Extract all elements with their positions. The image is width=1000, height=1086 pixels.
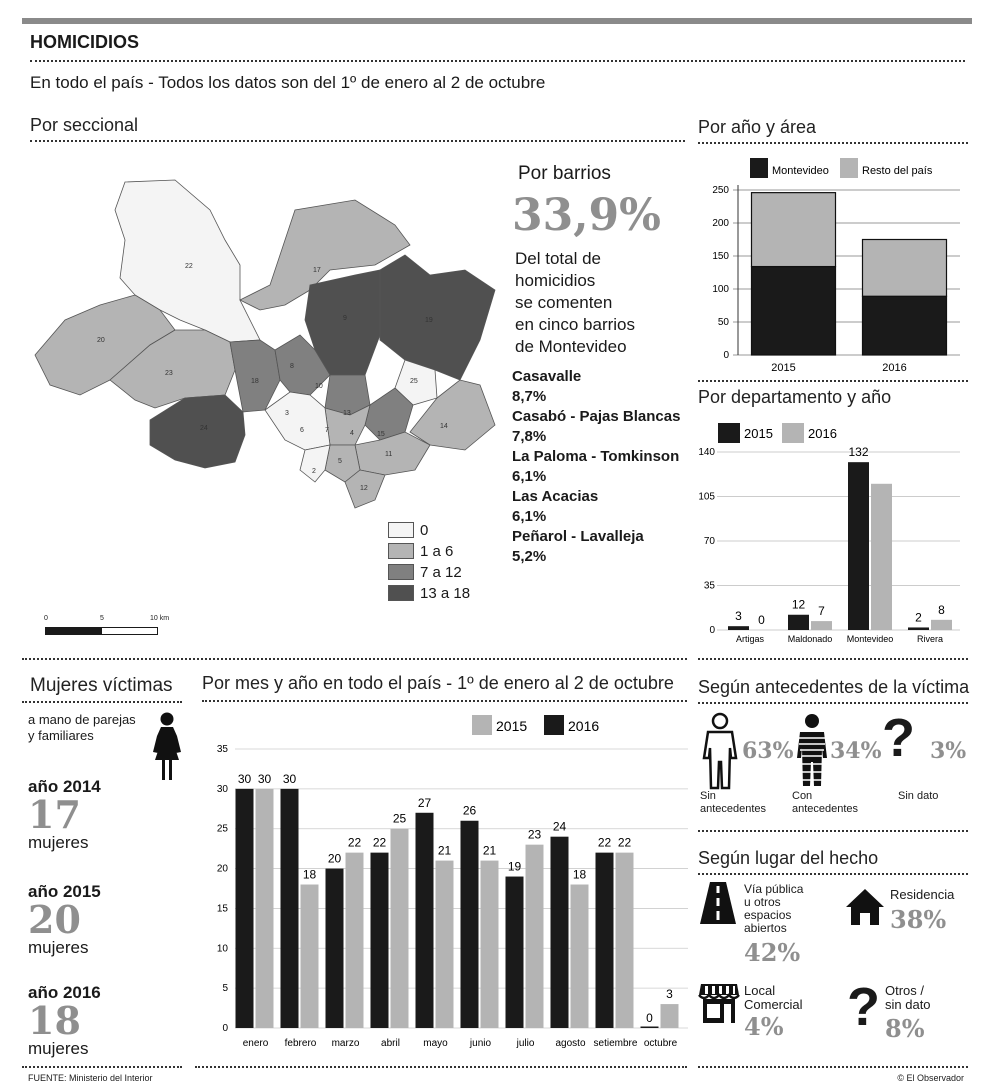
mujeres-title: Mujeres víctimas bbox=[30, 675, 173, 696]
value-label: 18 bbox=[572, 867, 587, 882]
divider bbox=[22, 701, 182, 703]
map-label: 10 bbox=[315, 383, 323, 390]
bar-2016 bbox=[931, 620, 952, 630]
bar-resto-del-país bbox=[752, 193, 836, 267]
x-tick-label: agosto bbox=[555, 1038, 586, 1049]
month-chart-title: Por mes y año en todo el país - 1º de enero al 2 de octubre bbox=[202, 673, 674, 693]
legend-item bbox=[388, 583, 470, 603]
month-legend bbox=[472, 715, 599, 735]
house-icon bbox=[845, 888, 885, 926]
label-line: Comercial bbox=[744, 997, 803, 1012]
scale-bar-dark bbox=[45, 627, 103, 635]
map-label: 6 bbox=[300, 427, 304, 434]
map-label: 17 bbox=[313, 267, 321, 274]
value-label: 132 bbox=[848, 445, 869, 460]
map-zone-18 bbox=[230, 340, 280, 412]
question-mark-icon: ? bbox=[847, 977, 880, 1037]
bar-2016 bbox=[596, 853, 614, 1028]
bar-2015 bbox=[571, 885, 589, 1028]
label-line: Sin bbox=[700, 790, 716, 802]
top-rule bbox=[22, 18, 972, 24]
con-antecedentes-label bbox=[792, 790, 858, 816]
year-label: año 2014 bbox=[28, 777, 101, 796]
legend-swatch-resto bbox=[840, 158, 858, 178]
divider bbox=[698, 830, 968, 832]
legend-swatch-2016 bbox=[782, 423, 804, 443]
legend-swatch bbox=[388, 585, 414, 601]
desc-line: de Montevideo bbox=[515, 337, 627, 356]
map-label: 9 bbox=[343, 315, 347, 322]
y-tick-label: 150 bbox=[712, 251, 729, 262]
barrio-name: Casavalle bbox=[512, 368, 582, 385]
label-line: espacios bbox=[744, 908, 792, 922]
year-block-2016 bbox=[28, 983, 101, 1059]
bar-resto-del-país bbox=[863, 240, 947, 297]
scale-label: 5 bbox=[100, 615, 104, 622]
value-label: 21 bbox=[437, 843, 452, 858]
residencia-label: Residencia bbox=[890, 887, 955, 902]
bar-2015 bbox=[788, 615, 809, 630]
bar-2015 bbox=[908, 627, 929, 630]
barrios-title: Por barrios bbox=[518, 163, 611, 184]
bar-2015 bbox=[256, 789, 274, 1028]
value-label: 21 bbox=[482, 843, 497, 858]
y-tick-label: 200 bbox=[712, 218, 729, 229]
via-publica-pct: 42% bbox=[744, 938, 801, 967]
footer-credit: © El Observador bbox=[897, 1073, 964, 1083]
y-tick-label: 20 bbox=[216, 863, 228, 875]
year-label: año 2015 bbox=[28, 882, 101, 901]
x-tick-label: Montevideo bbox=[846, 634, 894, 644]
dept-chart-title: Por departamento y año bbox=[698, 387, 892, 407]
value-label: 0 bbox=[758, 613, 765, 627]
person-outline-icon bbox=[700, 712, 740, 790]
map-label: 8 bbox=[290, 363, 294, 370]
bar-2016 bbox=[416, 813, 434, 1028]
desc-line: se comenten bbox=[515, 293, 613, 312]
legend-label: 13 a 18 bbox=[420, 584, 471, 602]
map-zone-24 bbox=[150, 395, 245, 468]
map-label: 3 bbox=[285, 410, 289, 417]
year-unit: mujeres bbox=[28, 938, 89, 957]
map-zone-2 bbox=[300, 445, 330, 482]
y-tick-label: 0 bbox=[222, 1023, 228, 1034]
legend-swatch-2015 bbox=[472, 715, 492, 735]
x-tick-label: junio bbox=[469, 1038, 492, 1049]
barrios-list bbox=[512, 367, 680, 567]
map-scale bbox=[44, 615, 174, 623]
map-zone-6 bbox=[265, 392, 330, 450]
barrio-value: 8,7% bbox=[512, 388, 547, 405]
divider bbox=[30, 140, 685, 142]
legend-label: 7 a 12 bbox=[420, 563, 462, 581]
desc-line: homicidios bbox=[515, 271, 596, 290]
y-tick-label: 50 bbox=[717, 317, 729, 328]
antecedentes-title: Según antecedentes de la víctima bbox=[698, 677, 970, 697]
y-tick-label: 35 bbox=[703, 580, 715, 592]
bar-2015 bbox=[848, 462, 869, 630]
local-comercial-label bbox=[744, 984, 803, 1012]
legend-label-resto: Resto del país bbox=[862, 165, 933, 177]
legend-item bbox=[388, 562, 470, 582]
map-label: 12 bbox=[360, 485, 368, 492]
dept-chart bbox=[698, 415, 968, 650]
y-tick-label: 70 bbox=[703, 536, 715, 547]
y-tick-label: 25 bbox=[216, 823, 228, 835]
area-chart bbox=[698, 150, 968, 375]
bar-2016 bbox=[461, 821, 479, 1028]
map-label: 7 bbox=[325, 427, 329, 434]
y-tick-label: 0 bbox=[709, 625, 715, 636]
bar-2015 bbox=[391, 829, 409, 1028]
map-label: 15 bbox=[377, 431, 385, 438]
map-label: 19 bbox=[425, 317, 433, 324]
sub-line: y familiares bbox=[28, 728, 94, 743]
value-label: 2 bbox=[915, 610, 922, 625]
label-line: Local bbox=[744, 983, 776, 998]
legend-label-2016: 2016 bbox=[568, 718, 600, 734]
page-subtitle: En todo el país - Todos los datos son del 1º de enero al 2 de octubre bbox=[30, 73, 546, 92]
legend-label-montevideo: Montevideo bbox=[772, 165, 829, 177]
map-zone-19 bbox=[380, 255, 495, 380]
divider bbox=[698, 142, 968, 144]
value-label: 8 bbox=[938, 602, 945, 617]
lugar-title: Según lugar del hecho bbox=[698, 848, 879, 868]
legend-label: 1 a 6 bbox=[420, 542, 454, 560]
year-unit: mujeres bbox=[28, 833, 89, 852]
label-line: Con bbox=[792, 790, 813, 802]
sin-dato-pct: 3% bbox=[930, 738, 967, 764]
label-line: abiertos bbox=[744, 921, 787, 935]
legend-swatch-2016 bbox=[544, 715, 564, 735]
barrio-value: 5,2% bbox=[512, 548, 547, 565]
value-label: 27 bbox=[417, 795, 432, 810]
divider bbox=[195, 1066, 687, 1068]
value-label: 18 bbox=[302, 867, 317, 882]
sub-line: a mano de parejas bbox=[28, 712, 136, 727]
value-label: 3 bbox=[735, 609, 742, 624]
question-mark-icon: ? bbox=[882, 708, 915, 768]
barrio-value: 7,8% bbox=[512, 428, 547, 445]
scale-label: 10 km bbox=[150, 615, 170, 622]
bar-2016 bbox=[551, 837, 569, 1028]
value-label: 12 bbox=[791, 597, 806, 612]
x-tick-label: mayo bbox=[423, 1038, 448, 1049]
legend-swatch bbox=[388, 522, 414, 538]
divider bbox=[22, 1066, 182, 1068]
residencia-pct: 38% bbox=[890, 905, 947, 934]
map-montevideo bbox=[25, 170, 505, 515]
label-line: Vía pública bbox=[744, 882, 804, 896]
bar-2015 bbox=[526, 845, 544, 1028]
road-icon bbox=[700, 882, 736, 924]
bar-2015 bbox=[301, 885, 319, 1028]
year-count: 17 bbox=[28, 792, 81, 837]
x-tick-label: Artigas bbox=[735, 634, 765, 644]
map-label: 22 bbox=[185, 263, 193, 270]
divider bbox=[30, 60, 965, 62]
bar-montevideo bbox=[863, 296, 947, 355]
value-label: 19 bbox=[507, 859, 522, 874]
bar-2015 bbox=[661, 1004, 679, 1028]
value-label: 22 bbox=[617, 835, 632, 850]
map-label: 23 bbox=[165, 370, 173, 377]
y-tick-label: 15 bbox=[216, 903, 228, 915]
bar-2016 bbox=[871, 484, 892, 630]
value-label: 23 bbox=[527, 827, 542, 842]
bar-2016 bbox=[236, 789, 254, 1028]
bar-2016 bbox=[506, 877, 524, 1028]
bar-2016 bbox=[371, 853, 389, 1028]
value-label: 22 bbox=[347, 835, 362, 850]
label-line: sin dato bbox=[885, 997, 931, 1012]
store-icon bbox=[698, 982, 740, 1024]
label-line: Otros / bbox=[885, 983, 925, 998]
y-tick-label: 140 bbox=[698, 447, 715, 458]
x-tick-label: febrero bbox=[284, 1038, 317, 1049]
bar-2015 bbox=[436, 861, 454, 1028]
value-label: 7 bbox=[818, 604, 825, 619]
label-line: u otros bbox=[744, 895, 781, 909]
x-tick-label: julio bbox=[516, 1038, 535, 1049]
sin-antecedentes-label bbox=[700, 790, 766, 816]
legend-label: 0 bbox=[420, 521, 429, 539]
x-tick-label: 2016 bbox=[882, 362, 907, 374]
scale-label: 0 bbox=[44, 615, 48, 622]
y-tick-label: 0 bbox=[723, 350, 729, 361]
bar-2016 bbox=[326, 869, 344, 1028]
map-label: 24 bbox=[200, 425, 208, 432]
bar-montevideo bbox=[752, 267, 836, 355]
divider bbox=[22, 658, 687, 660]
via-publica-label bbox=[744, 883, 803, 935]
otros-pct: 8% bbox=[885, 1014, 925, 1043]
bar-2015 bbox=[346, 853, 364, 1028]
legend-swatch-2015 bbox=[718, 423, 740, 443]
map-label: 11 bbox=[385, 451, 393, 458]
y-tick-label: 5 bbox=[222, 983, 228, 995]
value-label: 25 bbox=[392, 811, 407, 826]
mujeres-subtitle bbox=[28, 712, 136, 744]
value-label: 20 bbox=[327, 851, 342, 866]
map-label: 2 bbox=[312, 468, 316, 475]
divider bbox=[698, 380, 968, 382]
bar-2016 bbox=[281, 789, 299, 1028]
value-label: 30 bbox=[282, 771, 297, 786]
map-label: 18 bbox=[251, 378, 259, 385]
divider bbox=[698, 1066, 968, 1068]
legend-label-2016: 2016 bbox=[808, 426, 837, 441]
area-legend bbox=[750, 158, 933, 178]
map-label: 13 bbox=[343, 410, 351, 417]
map-section-title: Por seccional bbox=[30, 115, 139, 135]
x-tick-label: enero bbox=[242, 1038, 269, 1049]
legend-swatch bbox=[388, 564, 414, 580]
scale-bar-light bbox=[101, 627, 158, 635]
divider bbox=[698, 658, 968, 660]
x-tick-label: abril bbox=[381, 1038, 400, 1049]
legend-swatch-montevideo bbox=[750, 158, 768, 178]
value-label: 24 bbox=[552, 819, 567, 834]
dept-legend bbox=[718, 423, 837, 443]
bar-2015 bbox=[728, 626, 749, 630]
barrio-name: Las Acacias bbox=[512, 488, 599, 505]
con-antecedentes-pct: 34% bbox=[830, 738, 882, 764]
map-label: 20 bbox=[97, 337, 105, 344]
desc-line: Del total de bbox=[515, 249, 601, 268]
label-line: antecedentes bbox=[700, 803, 767, 815]
barrio-value: 6,1% bbox=[512, 468, 547, 485]
x-tick-label: octubre bbox=[643, 1038, 678, 1049]
y-tick-label: 10 bbox=[216, 943, 228, 955]
year-block-2014 bbox=[28, 777, 101, 853]
local-comercial-pct: 4% bbox=[744, 1012, 784, 1041]
map-label: 25 bbox=[410, 378, 418, 385]
legend-item bbox=[388, 520, 470, 540]
map-label: 5 bbox=[338, 458, 342, 465]
desc-line: en cinco barrios bbox=[515, 315, 636, 334]
label-line: antecedentes bbox=[792, 803, 859, 815]
y-tick-label: 100 bbox=[712, 284, 729, 295]
page-title: HOMICIDIOS bbox=[30, 32, 140, 52]
year-block-2015 bbox=[28, 882, 101, 958]
bar-2015 bbox=[481, 861, 499, 1028]
divider bbox=[698, 873, 968, 875]
year-count: 20 bbox=[28, 897, 81, 942]
x-tick-label: marzo bbox=[331, 1038, 360, 1049]
value-label: 30 bbox=[257, 771, 272, 786]
area-chart-title: Por año y área bbox=[698, 117, 817, 137]
value-label: 0 bbox=[646, 1011, 653, 1025]
map-zone-11 bbox=[355, 432, 430, 475]
divider bbox=[698, 702, 968, 704]
month-chart bbox=[200, 705, 690, 1060]
barrios-description bbox=[515, 248, 635, 358]
value-label: 22 bbox=[597, 835, 612, 850]
footer-source: FUENTE: Ministerio del Interior bbox=[28, 1073, 153, 1083]
woman-icon bbox=[150, 712, 184, 782]
barrio-name: Peñarol - Lavalleja bbox=[512, 528, 644, 545]
value-label: 30 bbox=[237, 771, 252, 786]
divider bbox=[202, 700, 687, 702]
year-count: 18 bbox=[28, 998, 81, 1043]
map-legend bbox=[388, 520, 470, 603]
sin-dato-label: Sin dato bbox=[898, 790, 939, 802]
bar-2016 bbox=[811, 621, 832, 630]
x-tick-label: Maldonado bbox=[787, 634, 833, 644]
value-label: 26 bbox=[462, 803, 477, 818]
y-tick-label: 250 bbox=[712, 185, 729, 196]
value-label: 3 bbox=[666, 987, 673, 1002]
barrio-name: Casabó - Pajas Blancas bbox=[512, 408, 681, 425]
year-label: año 2016 bbox=[28, 983, 101, 1002]
x-tick-label: setiembre bbox=[593, 1038, 638, 1049]
y-tick-label: 35 bbox=[216, 744, 228, 755]
barrio-value: 6,1% bbox=[512, 508, 547, 525]
x-tick-label: 2015 bbox=[771, 362, 796, 374]
legend-label-2015: 2015 bbox=[744, 426, 773, 441]
y-tick-label: 30 bbox=[216, 783, 228, 795]
barrio-name: La Paloma - Tomkinson bbox=[512, 448, 680, 465]
person-striped-icon bbox=[795, 712, 829, 788]
otros-label bbox=[885, 984, 931, 1012]
sin-antecedentes-pct: 63% bbox=[742, 738, 794, 764]
y-tick-label: 105 bbox=[698, 491, 715, 503]
legend-swatch bbox=[388, 543, 414, 559]
map-label: 14 bbox=[440, 423, 448, 430]
year-unit: mujeres bbox=[28, 1039, 89, 1058]
bar-2016 bbox=[641, 1027, 659, 1029]
legend-item bbox=[388, 541, 470, 561]
bar-2015 bbox=[616, 853, 634, 1028]
map-label: 4 bbox=[350, 430, 354, 437]
x-tick-label: Rivera bbox=[916, 634, 944, 644]
legend-label-2015: 2015 bbox=[496, 718, 528, 734]
barrios-percentage: 33,9% bbox=[512, 190, 661, 241]
value-label: 22 bbox=[372, 835, 387, 850]
